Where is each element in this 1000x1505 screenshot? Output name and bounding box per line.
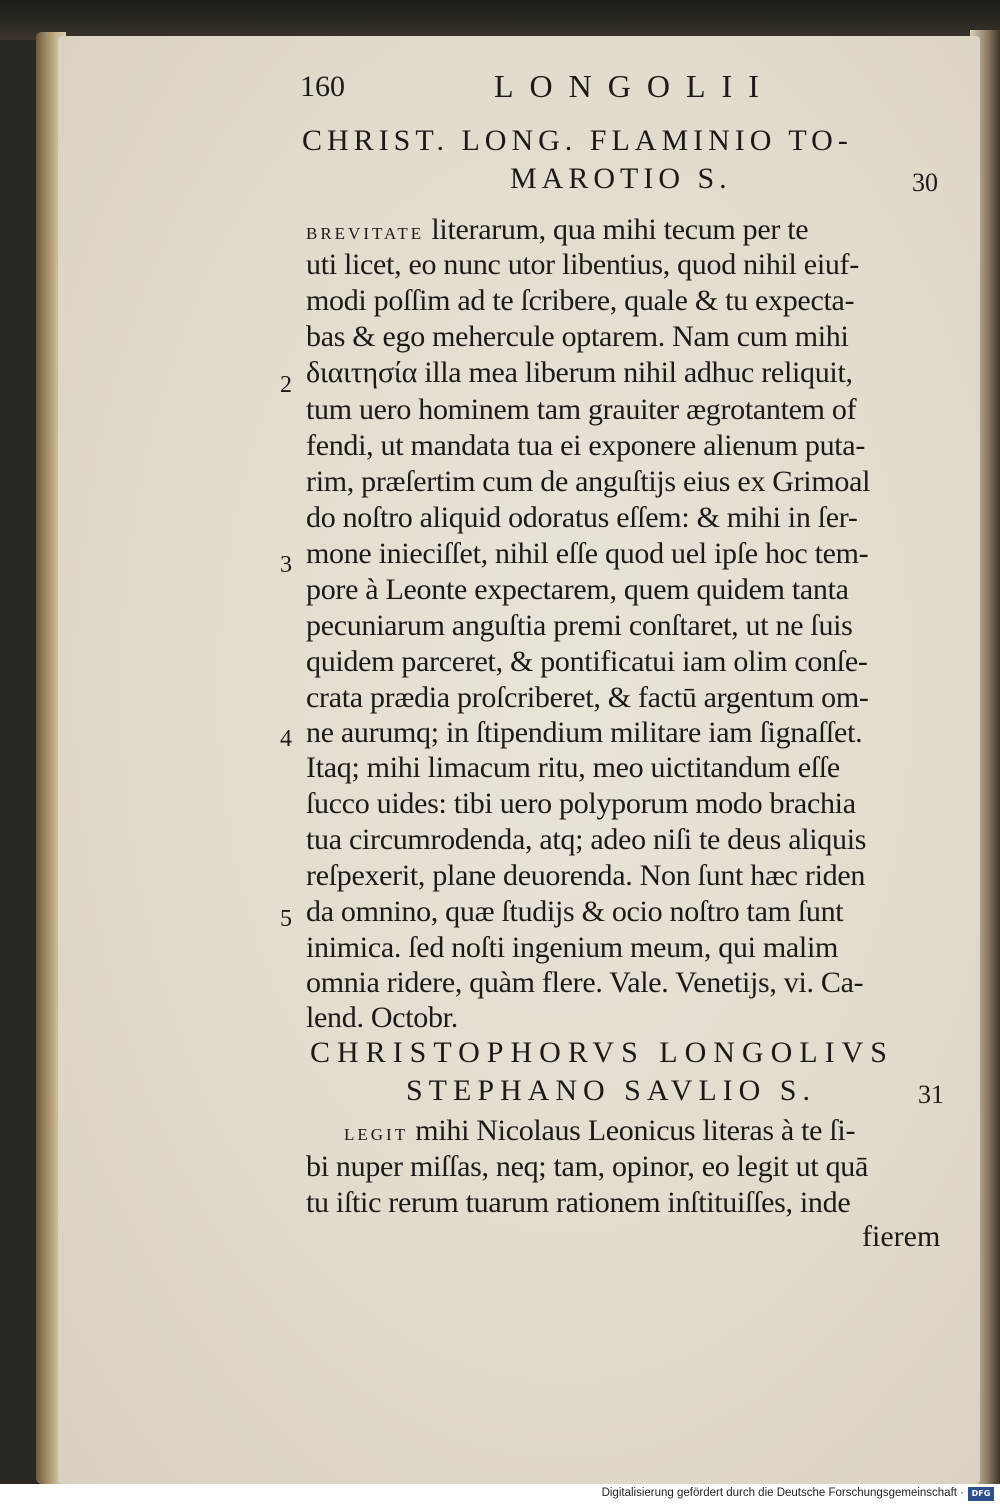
letter-30-line: da omnino, quæ ſtudijs & ocio noſtro tam ſunt bbox=[306, 895, 844, 928]
letter-30-line: διαιτησία illa mea liberum nihil adhuc reliquit, bbox=[306, 356, 853, 389]
letter-31-heading-line2: STEPHANO SAVLIO S. bbox=[406, 1074, 816, 1107]
letter-30-line: omnia ridere, quàm flere. Vale. Venetijs, vi. Ca- bbox=[306, 966, 864, 999]
letter-30-line: bas & ego mehercule optarem. Nam cum mihi bbox=[306, 320, 849, 353]
letter-30-opening-word: BREVITATE bbox=[306, 224, 425, 243]
letter-31-heading-line1: CHRISTOPHORVS LONGOLIVS bbox=[310, 1036, 894, 1069]
footer-credit: Digitalisierung gefördert durch die Deutsche Forschungsgemeinschaft · bbox=[601, 1487, 964, 1499]
letter-30-line: rim, præſertim cum de anguſtijs eius ex Grimoal bbox=[306, 465, 871, 498]
letter-30-line: ſucco uides: tibi uero polyporum modo brachia bbox=[306, 787, 856, 820]
letter-30-line: quidem parceret, & pontificatui iam olim conſe- bbox=[306, 645, 868, 678]
letter-31-number: 31 bbox=[918, 1080, 944, 1109]
running-title: LONGOLII bbox=[494, 68, 775, 104]
scan-background-top bbox=[0, 0, 1000, 40]
letter-30-line: tum uero hominem tam grauiter ægrotantem of bbox=[306, 393, 857, 426]
letter-30-number: 30 bbox=[912, 168, 938, 197]
letter-30-heading-line1: CHRIST. LONG. FLAMINIO TO- bbox=[302, 124, 853, 157]
letter-30-line: BREVITATE literarum, qua mihi tecum per te bbox=[306, 213, 809, 246]
margin-number: 3 bbox=[280, 552, 292, 578]
letter-31-line: bi nuper miſſas, neq; tam, opinor, eo legit ut quā bbox=[306, 1150, 869, 1183]
letter-30-line: mone inieciſſet, nihil eſſe quod uel ipſe hoc tem- bbox=[306, 537, 869, 570]
letter-30-line: pecuniarum anguſtia premi conſtaret, ut ne ſuis bbox=[306, 609, 853, 642]
letter-30-line: do noſtro aliquid odoratus eſſem: & mihi in ſer- bbox=[306, 501, 858, 534]
letter-30-line: crata prædia proſcriberet, & factū argentum om- bbox=[306, 681, 869, 714]
letter-30-line: ne aurumq; in ſtipendium militare iam ſignaſſet. bbox=[306, 716, 863, 749]
letter-30-heading-line2: MAROTIO S. bbox=[510, 162, 732, 195]
catchword: fierem bbox=[862, 1220, 941, 1253]
letter-30-line: tua circumrodenda, atq; adeo niſi te deus aliquis bbox=[306, 823, 867, 856]
page-number: 160 bbox=[300, 70, 345, 103]
letter-31-line: tu iſtic rerum tuarum rationem inſtituiſſes, inde bbox=[306, 1186, 851, 1219]
margin-number: 5 bbox=[280, 906, 292, 932]
letter-30-line: fendi, ut mandata tua ei exponere alienum puta- bbox=[306, 429, 866, 462]
letter-30-line: pore à Leonte expectarem, quem quidem tanta bbox=[306, 573, 849, 606]
dfg-logo: DFG bbox=[968, 1487, 994, 1501]
letter-30-line: inimica. ſed noſti ingenium meum, qui malim bbox=[306, 931, 839, 964]
margin-number: 2 bbox=[280, 372, 292, 398]
letter-30-line: reſpexerit, plane deuorenda. Non ſunt hæc riden bbox=[306, 859, 866, 892]
letter-30-line: Itaq; mihi limacum ritu, meo uictitandum eſſe bbox=[306, 751, 840, 784]
letter-30-line: modi poſſim ad te ſcribere, quale & tu expecta- bbox=[306, 284, 855, 317]
letter-31-opening-word: LEGIT bbox=[344, 1125, 409, 1144]
letter-31-line: LEGIT mihi Nicolaus Leonicus literas à te ſi- bbox=[344, 1114, 856, 1147]
margin-number: 4 bbox=[280, 726, 292, 752]
letter-30-line: lend. Octobr. bbox=[306, 1001, 458, 1034]
letter-30-line: uti licet, eo nunc utor libentius, quod nihil eiuf- bbox=[306, 248, 859, 281]
